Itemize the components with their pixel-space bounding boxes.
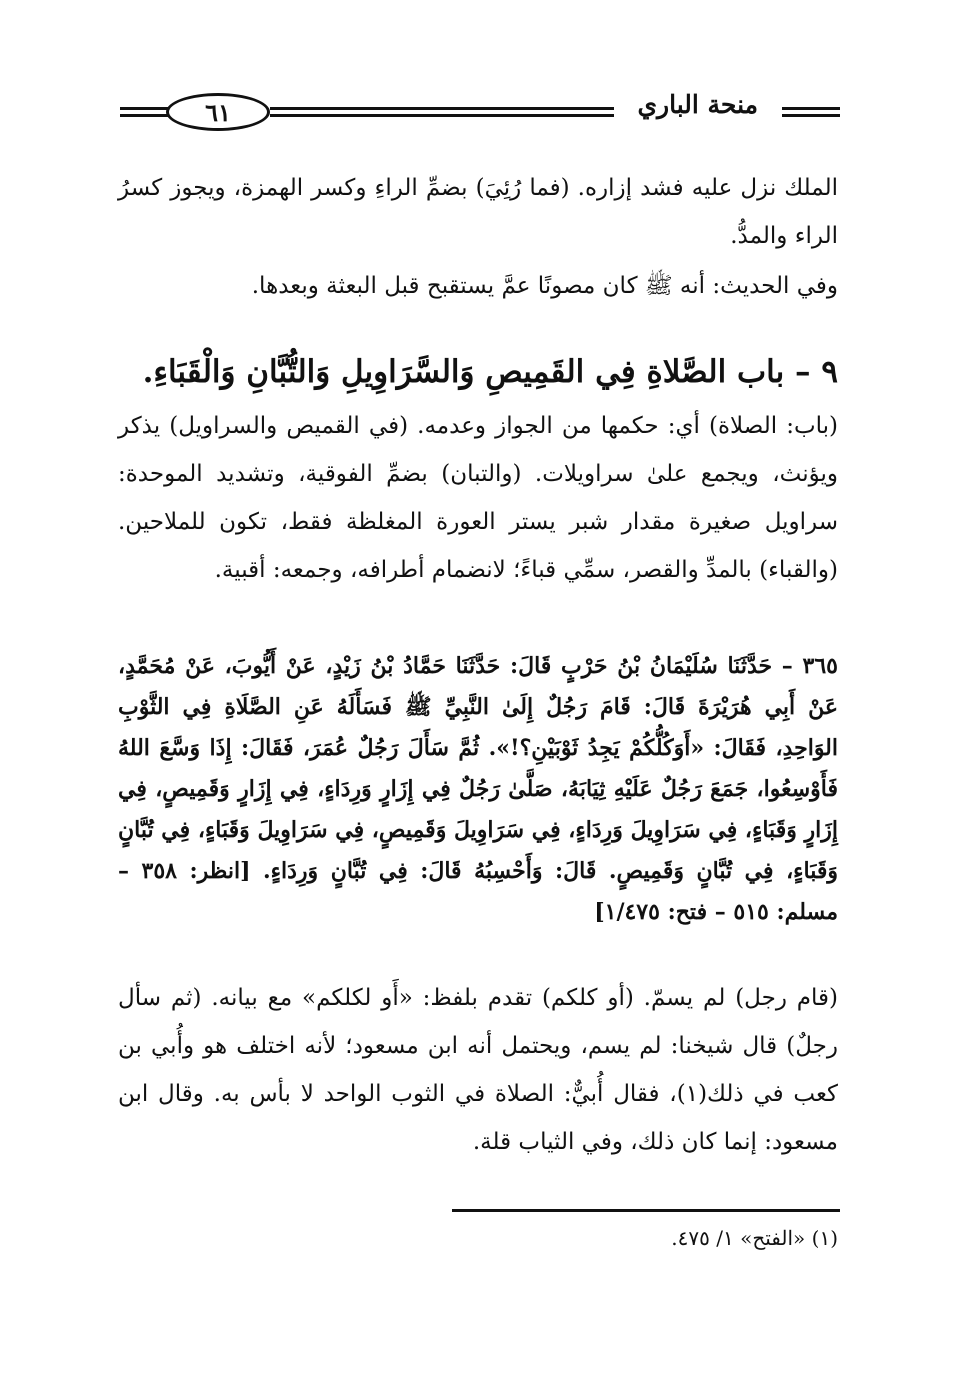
chapter-explanation: (باب: الصلاة) أي: حكمها من الجواز وعدمه. (في القميص والسراويل) يذكر ويؤنث، ويجمع علىٰ سراويلات. (والتبان) بضمِّ الفوقية، وتشديد الموحدة: سراويل صغيرة مقدار شبر يستر العورة المغلظة فقط، تكون للملاحين. (والقباء) بالمدِّ والقصر، سمِّي قباءً؛ لانضمام أطرافه، وجمعه: أقبية.	[118, 413, 838, 583]
header-rule-middle	[270, 107, 614, 119]
header-rule-right	[782, 107, 840, 119]
paragraph-hadith-benefit: وفي الحديث: أنه ﷺ كان مصونًا عمَّ يستقبح قبل البعثة وبعدها.	[251, 273, 838, 299]
hadith-commentary: (قام رجل) لم يسمّ. (أو كلكم) تقدم بلفظ: «أَو لكلكم» مع بيانه. (ثم سأل رجلٌ) قال شيخنا: لم يسم، ويحتمل أنه ابن مسعود؛ لأنه اختلف هو وأُبي بن كعب في ذلك(١)، فقال أُبيٌّ: الصلاة في الثوب الواحد لا بأس به. وقال ابن مسعود: إنما كان ذلك، وفي الثياب قلة.	[118, 985, 838, 1155]
page-number-badge: ٦١	[166, 93, 270, 131]
page-header	[120, 86, 840, 142]
header-rule-left	[120, 107, 168, 119]
chapter-heading: ٩ – باب الصَّلاةِ فِي القَمِيصِ وَالسَّرَاوِيلِ وَالتُّبَّانِ وَالْقَبَاءِ.	[142, 354, 838, 390]
footnote: (١) «الفتح» ١/ ٤٧٥.	[671, 1226, 838, 1250]
hadith-text: ٣٦٥ – حَدَّثَنَا سُلَيْمَانُ بْنُ حَرْبٍ قَالَ: حَدَّثَنَا حَمَّادُ بْنُ زَيْدٍ، عَنْ أَيُّوبَ، عَنْ مُحَمَّدٍ، عَنْ أَبِي هُرَيْرَةَ قَالَ: قَامَ رَجُلٌ إِلَىٰ النَّبِيِّ ﷺ فَسَأَلَهُ عَنِ الصَّلَاةِ فِي الثَّوْبِ الوَاحِدِ، فَقَالَ: «أَوَكُلُّكُمْ يَجِدُ ثَوْبَيْنِ؟!». ثُمَّ سَأَلَ رَجُلٌ عُمَرَ، فَقَالَ: إِذَا وَسَّعَ اللهُ فَأَوْسِعُوا، جَمَعَ رَجُلٌ عَلَيْهِ ثِيَابَهُ، صَلَّىٰ رَجُلٌ فِي إِزَارٍ وَرِدَاءٍ، فِي إِزَارٍ وَقَمِيصٍ، فِي إِزَارٍ وَقَبَاءٍ، فِي سَرَاوِيلَ وَرِدَاءٍ، فِي سَرَاوِيلَ وَقَمِيصٍ، فِي سَرَاوِيلَ وَقَبَاءٍ، فِي تُبَّانٍ وَقَبَاءٍ، فِي تُبَّانٍ وَقَمِيصٍ. قَالَ: وَأَحْسِبُهُ قَالَ: فِي تُبَّانٍ وَرِدَاءٍ. [انظر: ٣٥٨ – مسلم: ٥١٥ – فتح: ١/٤٧٥]	[118, 653, 838, 925]
footnote-separator	[452, 1209, 840, 1212]
paragraph-continuation: الملك نزل عليه فشد إزاره. (فما رُئِيَ) بضمِّ الراءِ وكسر الهمزة، ويجوز كسرُ الراء والمدُّ.	[118, 175, 838, 249]
book-title: منحة الباري	[637, 90, 758, 119]
